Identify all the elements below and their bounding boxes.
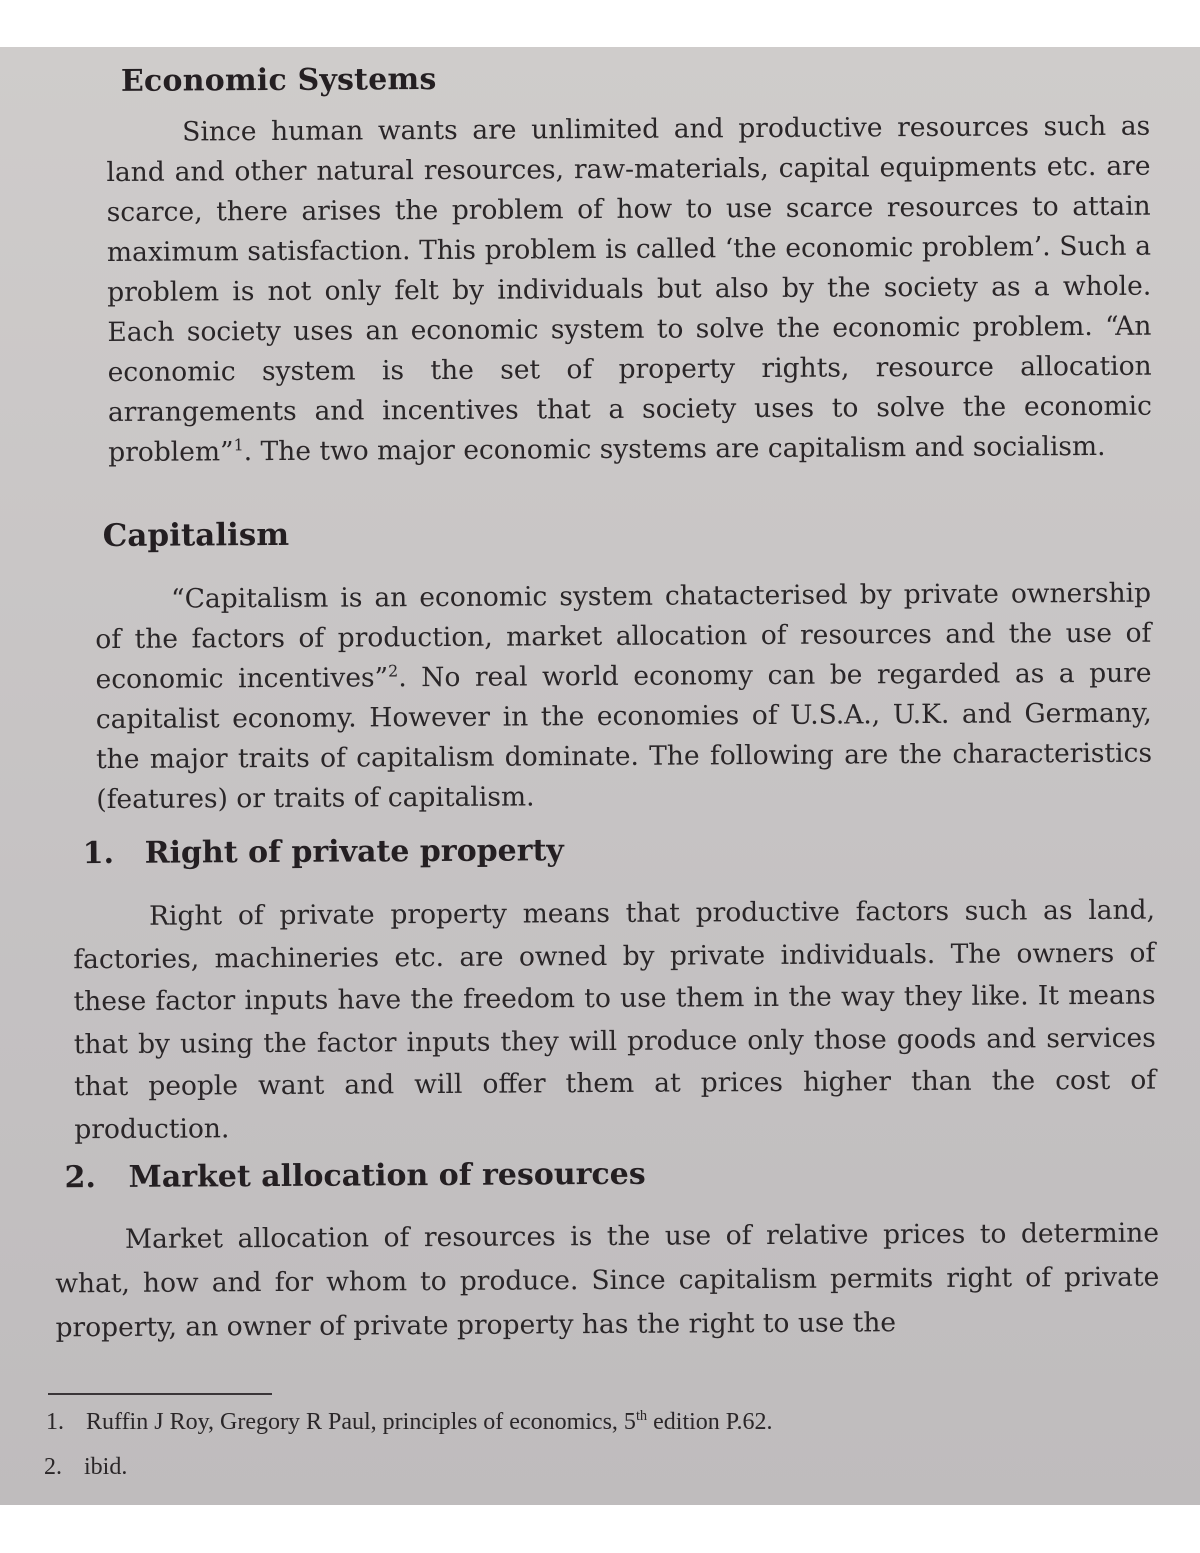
paragraph-text: Since human wants are unlimited and productive resources such as land and other natural resources, raw-materials, capital equipments etc. are scarce, there arises the problem of how to use scarce resources to attain maximum satisfaction. This problem is called ‘the economic problem’. Such a problem is not only felt by individuals but also by the society as a whole. Each society uses an economic system to solve the economic problem. “An economic system is the set of property rights, resource allocation arrangements and incentives that a society uses to solve the economic problem” bbox=[106, 110, 1153, 468]
footnote-text: ibid. bbox=[84, 1454, 128, 1480]
paragraph-economic-systems bbox=[106, 107, 1152, 473]
footnote-number: 1. bbox=[46, 1409, 64, 1435]
paragraph-market-allocation: Market allocation of resources is the use of relative prices to determine what, how and for whom to produce. Since capitalism permits right of private property, an owner of private property has the right to use the bbox=[55, 1217, 1160, 1344]
paragraph-capitalism bbox=[95, 574, 1152, 820]
page-content bbox=[0, 47, 1200, 1505]
item-title: Right of private property bbox=[144, 833, 564, 871]
item-title: Market allocation of resources bbox=[128, 1156, 646, 1195]
paragraph-text-end: . No real world economy can be regarded as a pure capitalist economy. However in the economies of U.S.A., U.K. and Germany, the major traits of capitalism dominate. The following are the characteristics (features) or traits of capitalism. bbox=[95, 657, 1153, 816]
heading-right-of-private-property bbox=[83, 833, 564, 871]
heading-capitalism: Capitalism bbox=[102, 516, 290, 555]
footnote-text: Ruffin J Roy, Gregory R Paul, principles of economics, 5 bbox=[86, 1409, 636, 1435]
item-number: 2. bbox=[64, 1160, 97, 1196]
footnote-text-end: edition P.62. bbox=[647, 1409, 773, 1435]
paragraph-text: “Capitalism is an economic system chatacterised by private ownership of the factors of production, market allocation of resources and the use of economic incentives” bbox=[95, 577, 1152, 696]
heading-market-allocation bbox=[65, 1157, 646, 1196]
footnote-2 bbox=[44, 1454, 127, 1481]
footnote-1 bbox=[46, 1409, 772, 1436]
footnote-number: 2. bbox=[44, 1454, 62, 1480]
item-number: 1. bbox=[82, 835, 115, 872]
footnote-ref-1: 1 bbox=[233, 435, 244, 455]
footnote-ref-2: 2 bbox=[388, 661, 399, 681]
footnote-superscript: th bbox=[635, 1408, 648, 1424]
paragraph-text-end: . The two major economic systems are capitalism and socialism. bbox=[243, 430, 1106, 468]
footnote-divider bbox=[48, 1393, 272, 1395]
heading-economic-systems: Economic Systems bbox=[120, 61, 437, 99]
paragraph-right-of-private-property: Right of private property means that productive factors such as land, factories, machineries etc. are owned by private individuals. The owners of these factor inputs have the freedom to use them in the way they like. It means that by using the factor inputs they will produce only those goods and services that people want and will offer them at prices higher than the cost of production. bbox=[73, 894, 1157, 1145]
book-page bbox=[0, 47, 1200, 1505]
